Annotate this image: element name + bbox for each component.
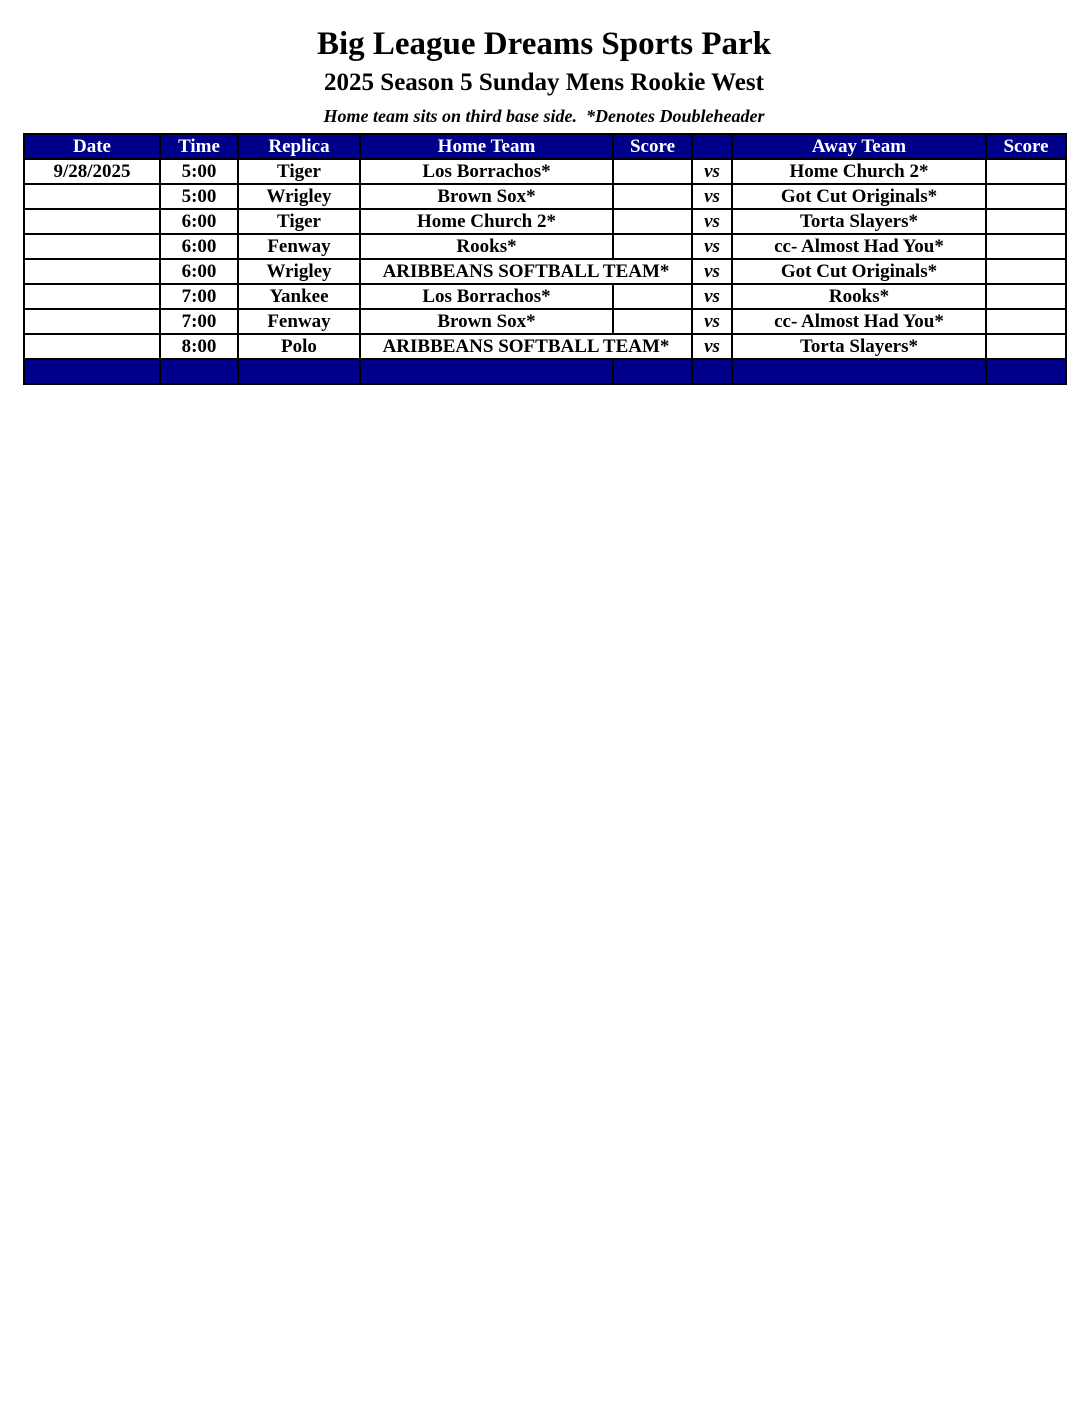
doubleheader-note: Home team sits on third base side. *Denotes Doubleheader bbox=[323, 106, 765, 126]
footer-cell bbox=[360, 359, 613, 384]
away-score-cell bbox=[986, 259, 1066, 284]
home-team-cell: Los Borrachos* bbox=[360, 159, 613, 184]
time-cell: 6:00 bbox=[160, 209, 238, 234]
table-row bbox=[24, 259, 1066, 284]
vs-cell: vs bbox=[692, 309, 732, 334]
date-cell bbox=[24, 334, 160, 359]
column-header-away-score: Score bbox=[986, 134, 1066, 159]
date-cell bbox=[24, 209, 160, 234]
footer-cell bbox=[986, 359, 1066, 384]
table-row bbox=[24, 234, 1066, 259]
column-header-away-team: Away Team bbox=[732, 134, 986, 159]
column-header-vs bbox=[692, 134, 732, 159]
table-row bbox=[24, 334, 1066, 359]
date-cell bbox=[24, 284, 160, 309]
vs-cell: vs bbox=[692, 284, 732, 309]
vs-cell: vs bbox=[692, 159, 732, 184]
table-row bbox=[24, 159, 1066, 184]
time-cell: 7:00 bbox=[160, 284, 238, 309]
date-cell: 9/28/2025 bbox=[24, 159, 160, 184]
table-row bbox=[24, 284, 1066, 309]
table-header-row bbox=[24, 134, 1066, 159]
replica-cell: Fenway bbox=[238, 309, 360, 334]
home-score-cell bbox=[613, 184, 692, 209]
replica-cell: Wrigley bbox=[238, 184, 360, 209]
footer-cell bbox=[160, 359, 238, 384]
table-row bbox=[24, 209, 1066, 234]
away-team-cell: cc- Almost Had You* bbox=[732, 309, 986, 334]
home-team-cell: ARIBBEANS SOFTBALL TEAM* bbox=[360, 259, 692, 284]
vs-cell: vs bbox=[692, 184, 732, 209]
away-score-cell bbox=[986, 234, 1066, 259]
footer-cell bbox=[692, 359, 732, 384]
footer-cell bbox=[24, 359, 160, 384]
home-score-cell bbox=[613, 209, 692, 234]
away-score-cell bbox=[986, 209, 1066, 234]
replica-cell: Polo bbox=[238, 334, 360, 359]
home-score-cell bbox=[613, 159, 692, 184]
table-footer-row bbox=[24, 359, 1066, 384]
away-score-cell bbox=[986, 284, 1066, 309]
column-header-home-team: Home Team bbox=[360, 134, 613, 159]
replica-cell: Yankee bbox=[238, 284, 360, 309]
away-team-cell: Torta Slayers* bbox=[732, 209, 986, 234]
date-cell bbox=[24, 309, 160, 334]
away-score-cell bbox=[986, 334, 1066, 359]
column-header-time: Time bbox=[160, 134, 238, 159]
away-team-cell: Got Cut Originals* bbox=[732, 259, 986, 284]
time-cell: 5:00 bbox=[160, 184, 238, 209]
home-score-cell bbox=[613, 284, 692, 309]
column-header-replica: Replica bbox=[238, 134, 360, 159]
home-team-cell: Los Borrachos* bbox=[360, 284, 613, 309]
away-team-cell: cc- Almost Had You* bbox=[732, 234, 986, 259]
footer-cell bbox=[732, 359, 986, 384]
away-team-cell: Home Church 2* bbox=[732, 159, 986, 184]
time-cell: 6:00 bbox=[160, 234, 238, 259]
date-cell bbox=[24, 234, 160, 259]
schedule-body bbox=[24, 159, 1066, 384]
away-score-cell bbox=[986, 159, 1066, 184]
replica-cell: Wrigley bbox=[238, 259, 360, 284]
time-cell: 8:00 bbox=[160, 334, 238, 359]
replica-cell: Fenway bbox=[238, 234, 360, 259]
table-row bbox=[24, 309, 1066, 334]
replica-cell: Tiger bbox=[238, 159, 360, 184]
vs-cell: vs bbox=[692, 209, 732, 234]
away-score-cell bbox=[986, 184, 1066, 209]
away-team-cell: Rooks* bbox=[732, 284, 986, 309]
schedule-table bbox=[23, 133, 1067, 385]
home-team-cell: Brown Sox* bbox=[360, 184, 613, 209]
home-team-cell: Rooks* bbox=[360, 234, 613, 259]
home-team-cell: Brown Sox* bbox=[360, 309, 613, 334]
home-team-cell: Home Church 2* bbox=[360, 209, 613, 234]
away-team-cell: Torta Slayers* bbox=[732, 334, 986, 359]
time-cell: 5:00 bbox=[160, 159, 238, 184]
footer-cell bbox=[613, 359, 692, 384]
home-score-cell bbox=[613, 234, 692, 259]
page-subtitle: 2025 Season 5 Sunday Mens Rookie West bbox=[324, 69, 764, 96]
table-row bbox=[24, 184, 1066, 209]
time-cell: 6:00 bbox=[160, 259, 238, 284]
away-team-cell: Got Cut Originals* bbox=[732, 184, 986, 209]
replica-cell: Tiger bbox=[238, 209, 360, 234]
time-cell: 7:00 bbox=[160, 309, 238, 334]
vs-cell: vs bbox=[692, 259, 732, 284]
footer-cell bbox=[238, 359, 360, 384]
date-cell bbox=[24, 259, 160, 284]
date-cell bbox=[24, 184, 160, 209]
home-team-cell: ARIBBEANS SOFTBALL TEAM* bbox=[360, 334, 692, 359]
column-header-date: Date bbox=[24, 134, 160, 159]
away-score-cell bbox=[986, 309, 1066, 334]
vs-cell: vs bbox=[692, 334, 732, 359]
column-header-home-score: Score bbox=[613, 134, 692, 159]
home-score-cell bbox=[613, 309, 692, 334]
page-title: Big League Dreams Sports Park bbox=[316, 26, 772, 62]
vs-cell: vs bbox=[692, 234, 732, 259]
